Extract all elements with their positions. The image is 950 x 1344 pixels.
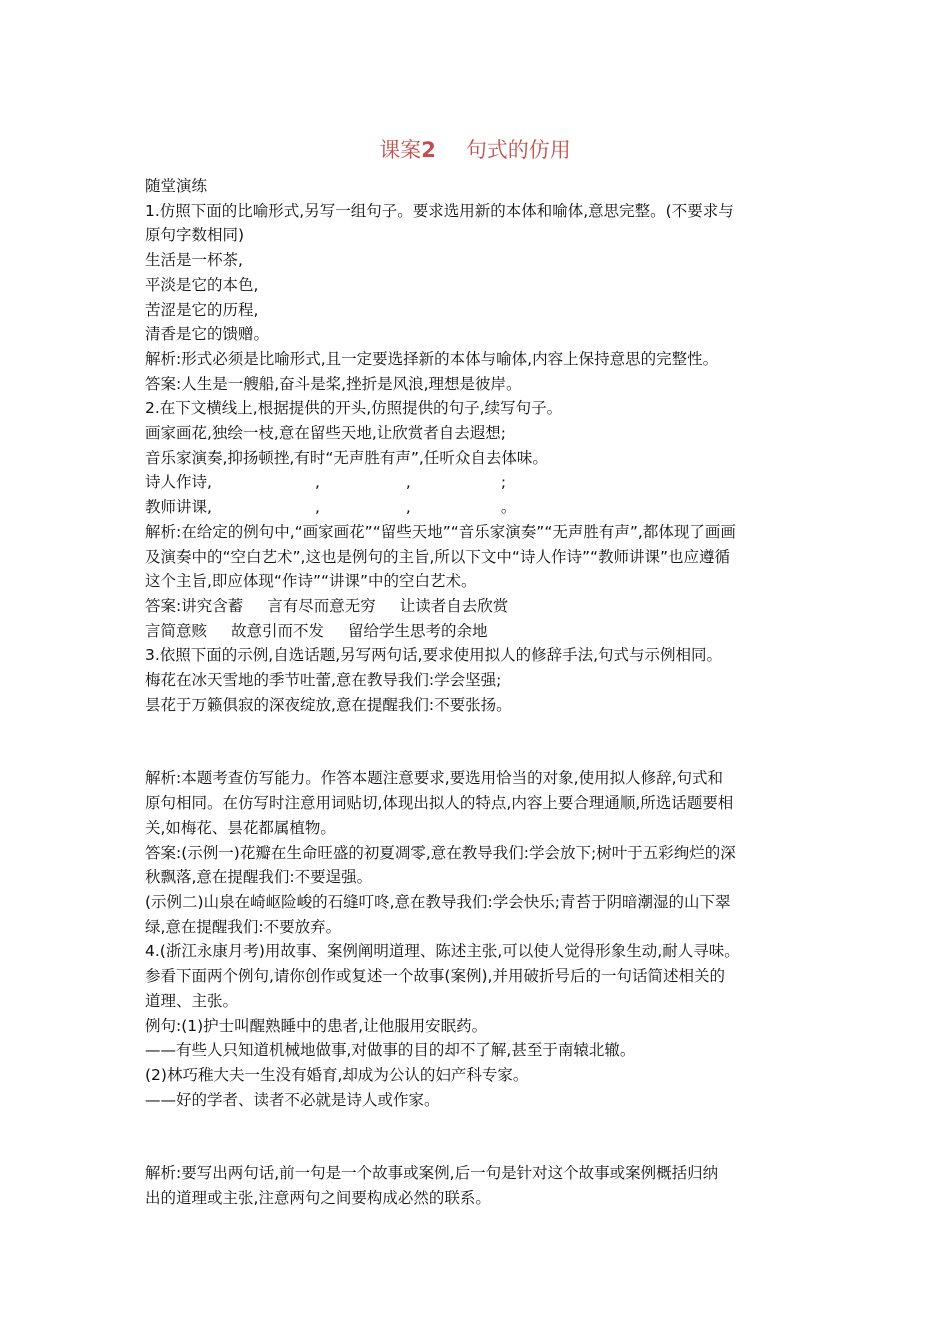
q1-example-line: 苦涩是它的历程, xyxy=(145,300,259,319)
document-body xyxy=(145,174,810,1211)
fill-comma: , xyxy=(314,473,320,492)
q2-example-1: 画家画花,独绘一枝,意在留些天地,让欣赏者自去遐想; xyxy=(145,424,507,443)
q2-stem: 2.在下文横线上,根据提供的开头,仿照提供的句子,续写句子。 xyxy=(145,399,563,418)
q3-answer-line-1: 答案:(示例一)花瓣在生命旺盛的初夏凋零,意在教导我们:学会放下;树叶于五彩绚烂的深 xyxy=(145,843,736,862)
q4-example-1: 例句:(1)护士叫醒熟睡中的患者,让他服用安眠药。 xyxy=(145,1016,488,1035)
q2-analysis-line-1: 解析:在给定的例句中,“画家画花”“留些天地”“音乐家演奏”“无声胜有声”,都体现了画画 xyxy=(145,522,736,541)
answer-part: 言有尽而意无穷 xyxy=(267,596,376,615)
q3-answer-line-4: 绿,意在提醒我们:不要放弃。 xyxy=(145,917,342,936)
fill-comma: , xyxy=(314,498,320,517)
title-name: 句式的仿用 xyxy=(465,138,571,162)
q1-example-line: 清香是它的馈赠。 xyxy=(145,325,270,344)
q4-stem-line-1: 4.(浙江永康月考)用故事、案例阐明道理、陈述主张,可以使人觉得形象生动,耐人寻味。 xyxy=(145,942,740,961)
q3-stem: 3.依照下面的示例,自选话题,另写两句话,要求使用拟人的修辞手法,句式与示例相同。 xyxy=(145,646,722,665)
page-title xyxy=(0,136,950,164)
fill-start: 诗人作诗, xyxy=(145,473,212,492)
fill-comma: , xyxy=(405,498,411,517)
q2-fill-line-2 xyxy=(145,495,810,520)
q2-fill-line-1 xyxy=(145,470,810,495)
q1-example-line: 平淡是它的本色, xyxy=(145,275,259,294)
q3-analysis-line-1: 解析:本题考查仿写能力。作答本题注意要求,要选用恰当的对象,使用拟人修辞,句式和 xyxy=(145,769,724,788)
section-heading: 随堂演练 xyxy=(145,177,208,195)
q4-example-1-note: ——有些人只知道机械地做事,对做事的目的却不了解,甚至于南辕北辙。 xyxy=(145,1041,636,1060)
fill-start: 教师讲课, xyxy=(145,498,212,517)
q1-analysis: 解析:形式必须是比喻形式,且一定要选择新的本体与喻体,内容上保持意思的完整性。 xyxy=(145,349,719,368)
q3-example-1: 梅花在冰天雪地的季节吐蕾,意在教导我们:学会坚强; xyxy=(145,671,502,690)
q4-stem-line-2: 参看下面两个例句,请你创作或复述一个故事(案例),并用破折号后的一句话简述相关的 xyxy=(145,967,725,986)
q4-stem-line-3: 道理、主张。 xyxy=(145,991,239,1010)
q2-example-2: 音乐家演奏,抑扬顿挫,有时“无声胜有声”,任听众自去体味。 xyxy=(145,448,548,467)
answer-part: 言简意赅 xyxy=(145,621,208,640)
q2-analysis-line-3: 这个主旨,即应体现“作诗”“讲课”中的空白艺术。 xyxy=(145,572,477,591)
q4-example-2: (2)林巧稚大夫一生没有婚育,却成为公认的妇产科专家。 xyxy=(145,1065,529,1084)
fill-comma: , xyxy=(405,473,411,492)
answer-part: 让读者自去欣赏 xyxy=(399,596,509,615)
q3-answer-line-3: (示例二)山泉在崎岖险峻的石缝叮咚,意在教导我们:学会快乐;青苔于阴暗潮湿的山下翠 xyxy=(145,892,731,911)
answer-part: 答案:讲究含蓄 xyxy=(145,596,244,615)
q4-example-2-note: ——好的学者、读者不必就是诗人或作家。 xyxy=(145,1090,440,1109)
q2-answer-line-1 xyxy=(145,594,810,619)
q3-analysis-line-3: 关,如梅花、昙花都属植物。 xyxy=(145,818,336,837)
q3-analysis-line-2: 原句相同。在仿写时注意用词贴切,体现出拟人的特点,内容上要合理通顺,所选话题要相 xyxy=(145,794,734,813)
answer-part: 故意引而不发 xyxy=(231,621,325,640)
q4-analysis-line-2: 出的道理或主张,注意两句之间要构成必然的联系。 xyxy=(145,1189,491,1208)
title-number: 2 xyxy=(421,138,436,162)
q2-answer-line-2 xyxy=(145,619,810,644)
q1-answer: 答案:人生是一艘船,奋斗是桨,挫折是风浪,理想是彼岸。 xyxy=(145,374,522,393)
q1-example-line: 生活是一杯茶, xyxy=(145,251,243,270)
fill-end: ; xyxy=(500,473,507,492)
fill-end: 。 xyxy=(500,498,517,517)
answer-space xyxy=(145,1112,810,1161)
q3-example-2: 昙花于万籁俱寂的深夜绽放,意在提醒我们:不要张扬。 xyxy=(145,695,512,714)
answer-space xyxy=(145,717,810,766)
q2-analysis-line-2: 及演奏中的“空白艺术”,这也是例句的主旨,所以下文中“诗人作诗”“教师讲课”也应遵循 xyxy=(145,547,731,566)
q4-analysis-line-1: 解析:要写出两句话,前一句是一个故事或案例,后一句是针对这个故事或案例概括归纳 xyxy=(145,1164,719,1183)
q1-stem-line-1: 1.仿照下面的比喻形式,另写一组句子。要求选用新的本体和喻体,意思完整。(不要求与 xyxy=(145,201,734,220)
q1-stem-line-2: 原句字数相同) xyxy=(145,226,245,245)
title-prefix: 课案 xyxy=(379,138,422,162)
answer-part: 留给学生思考的余地 xyxy=(348,621,488,640)
q3-answer-line-2: 秋飘落,意在提醒我们:不要逞强。 xyxy=(145,868,373,887)
